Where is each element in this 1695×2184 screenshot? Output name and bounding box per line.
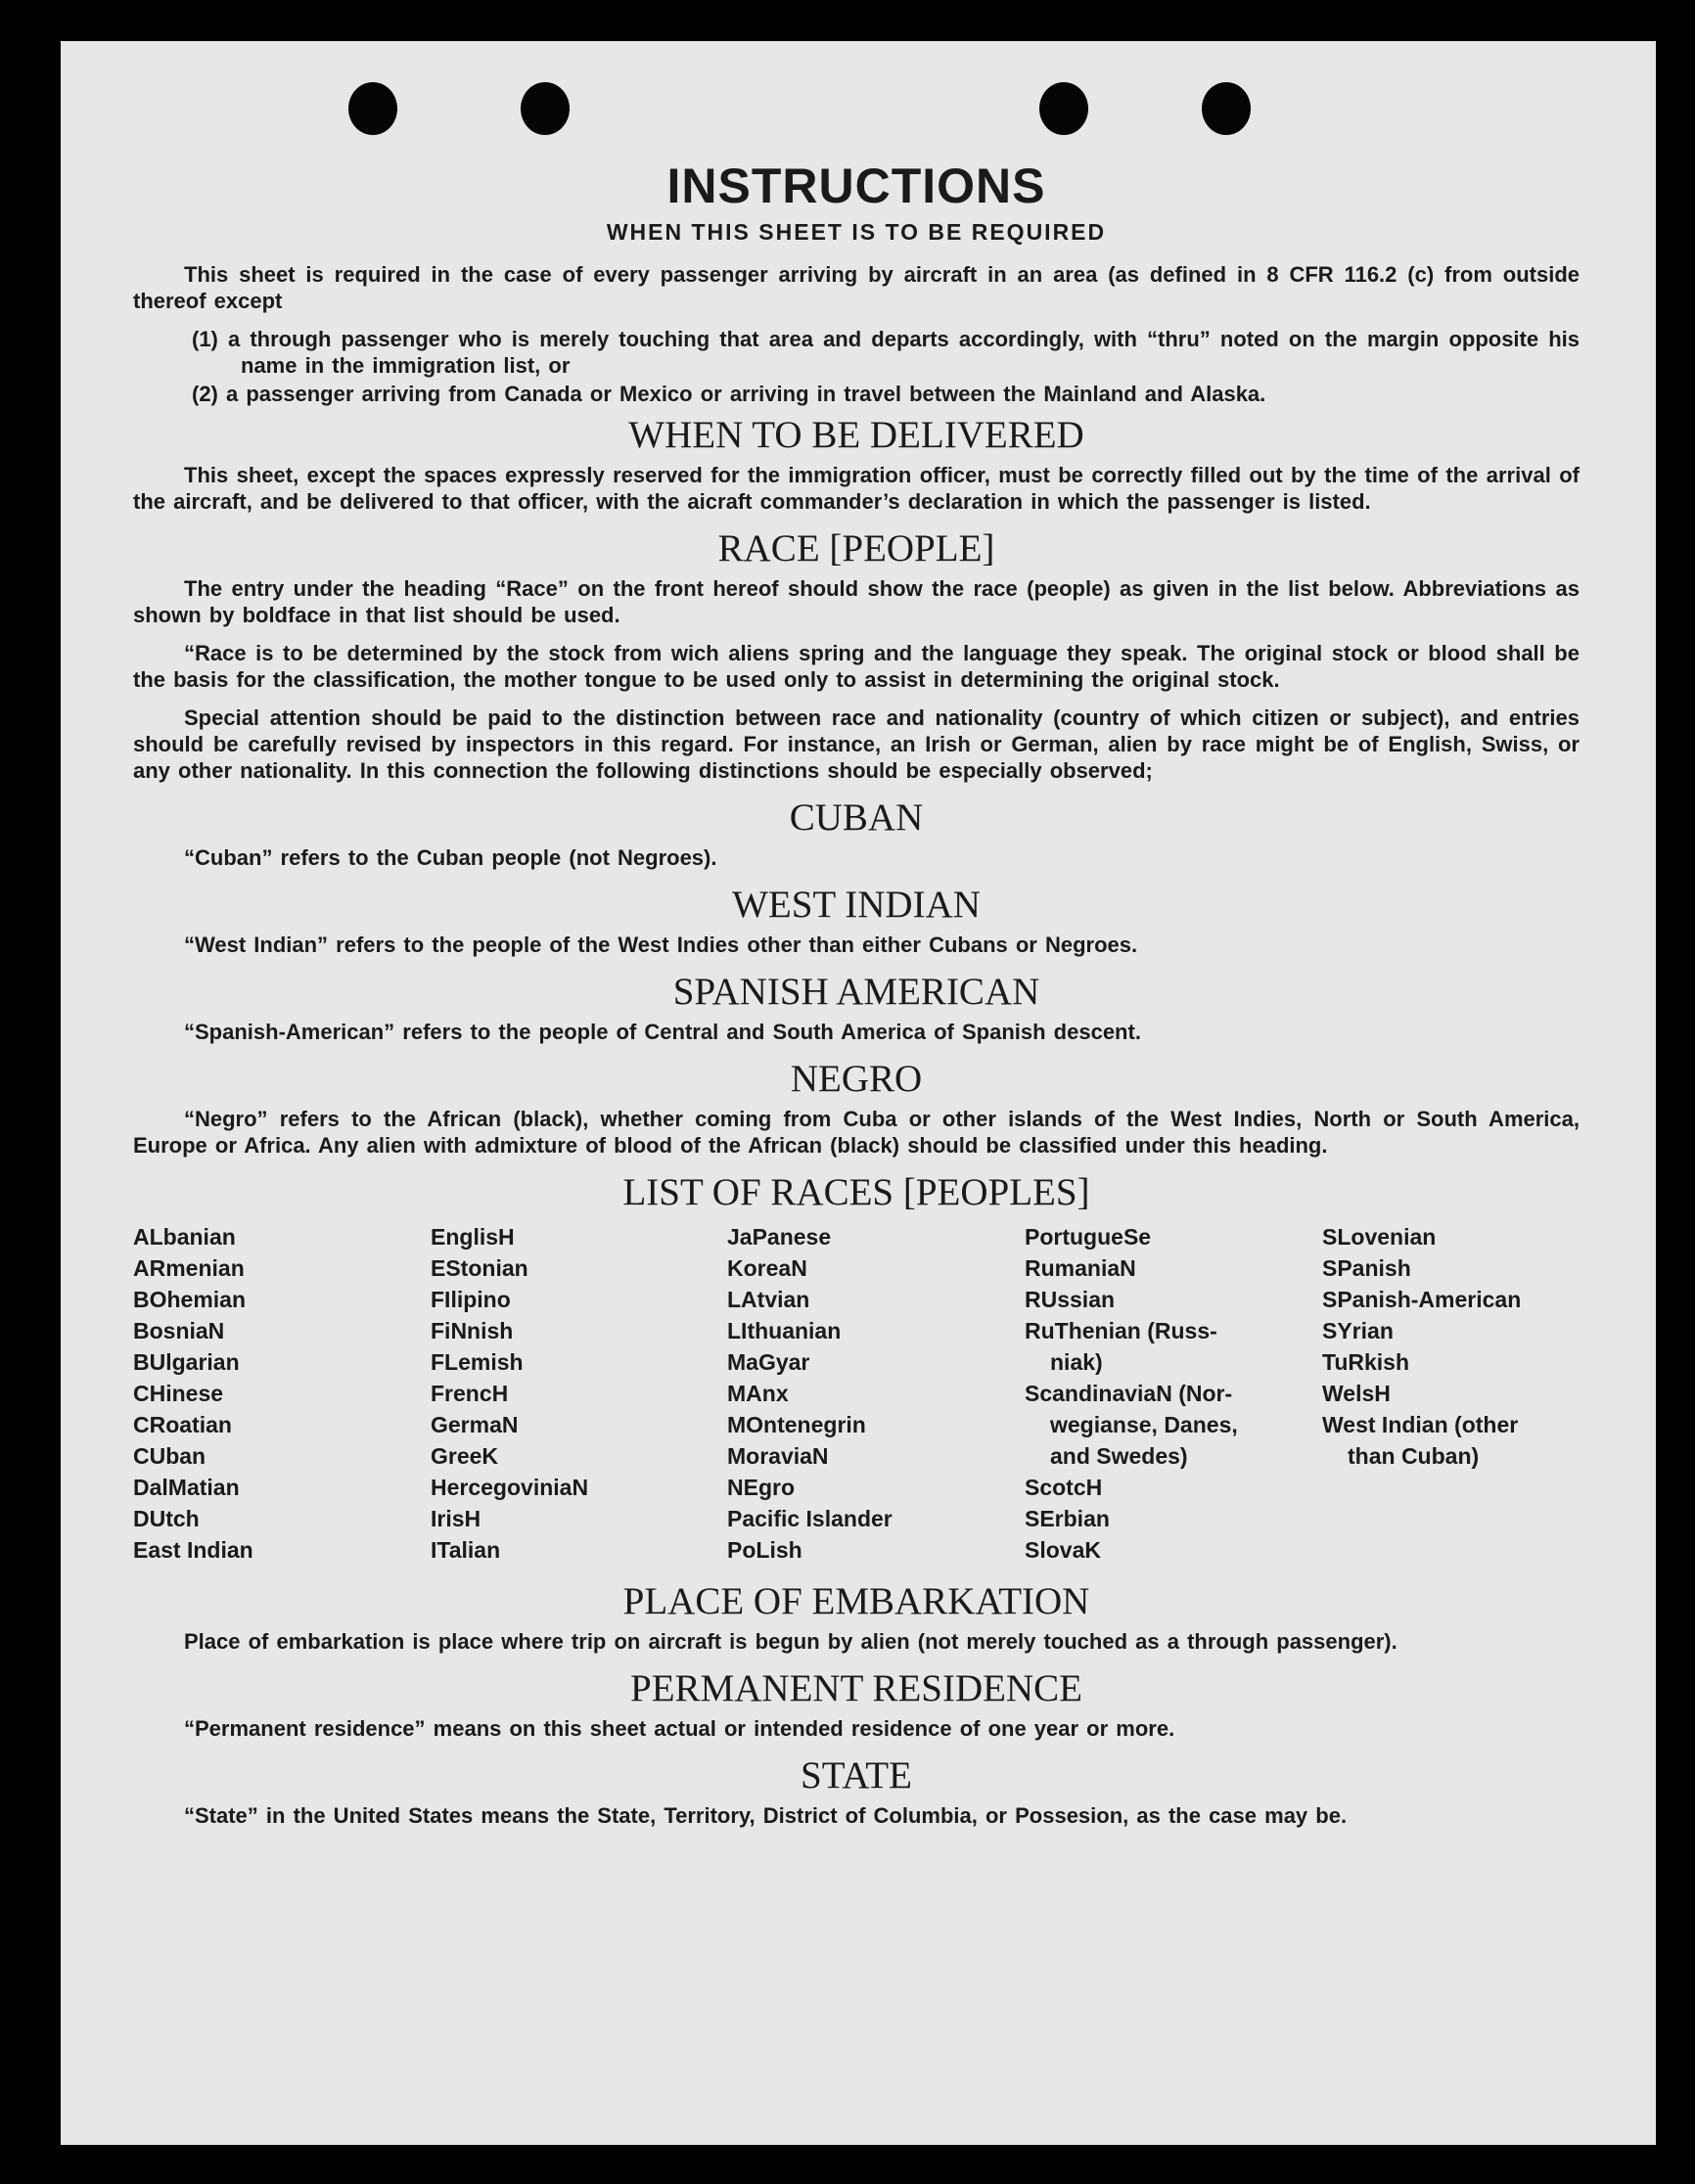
race-item: PoLish [727, 1537, 802, 1563]
race-item: ScandinaviaN (Nor- [1025, 1381, 1233, 1406]
negro-text: “Negro” refers to the African (black), whether coming from Cuba or other islands of the West Indies, North or South America, Europe or Africa. Any alien with admixture of blood of the African (black) should be classified under this heading. [133, 1107, 1580, 1158]
punch-hole [348, 82, 397, 135]
race-item-continuation: niak) [1050, 1349, 1103, 1375]
race-item: SErbian [1025, 1506, 1110, 1531]
punch-hole [1202, 82, 1251, 135]
boldface-word: boldface [242, 603, 332, 627]
exception-item-1: (1) a through passenger who is merely touching that area and departs accordingly, with “thru” noted on the margin opposite his name in the immigration list, or [192, 327, 1580, 378]
race-item: SLovenian [1322, 1224, 1437, 1250]
race-item: DUtch [133, 1506, 200, 1531]
race-item: KoreaN [727, 1255, 807, 1281]
section-heading-state: STATE [801, 1754, 912, 1797]
spanish-american-text: “Spanish-American” refers to the people of Central and South America of Spanish descent. [184, 1020, 1141, 1044]
page-title: INSTRUCTIONS [666, 159, 1046, 213]
races-column-2 [431, 1221, 727, 1566]
race-item: TuRkish [1322, 1349, 1410, 1375]
race-item: PortugueSe [1025, 1224, 1152, 1250]
race-item: ScotcH [1025, 1475, 1103, 1500]
race-item: CHinese [133, 1381, 224, 1406]
race-item: West Indian (other [1322, 1412, 1519, 1437]
requirement-intro: This sheet is required in the case of every passenger arriving by aircraft in an area (as defined in 8 CFR 116.2 (c) from outside thereof except [133, 262, 1580, 313]
race-item: LAtvian [727, 1287, 810, 1312]
section-heading-west-indian: WEST INDIAN [732, 884, 981, 926]
cuban-text: “Cuban” refers to the Cuban people (not Negroes). [184, 845, 717, 870]
race-item: GermaN [431, 1412, 519, 1437]
races-column-3 [727, 1221, 1025, 1566]
race-item-continuation: than Cuban) [1348, 1443, 1480, 1469]
race-item: NEgro [727, 1475, 795, 1500]
race-item: RUssian [1025, 1287, 1116, 1312]
exception-item-2: (2) a passenger arriving from Canada or Mexico or arriving in travel between the Mainland and Alaska. [192, 382, 1266, 406]
race-item: LIthuanian [727, 1318, 842, 1343]
section-heading-races: LIST OF RACES [PEOPLES] [622, 1171, 1090, 1213]
race-paragraph-2: “Race is to be determined by the stock from wich aliens spring and the language they speak. The original stock or blood shall be the basis for the classification, the mother tongue to be used only to assist in determining the original stock. [133, 641, 1580, 692]
embarkation-text: Place of embarkation is place where trip on aircraft is begun by alien (not merely touched as a through passenger). [184, 1629, 1397, 1654]
punch-hole [1039, 82, 1088, 135]
race-item: BosniaN [133, 1318, 225, 1343]
race-item: JaPanese [727, 1224, 832, 1250]
race-item: RuThenian (Russ- [1025, 1318, 1217, 1343]
residence-text: “Permanent residence” means on this sheet actual or intended residence of one year or more. [184, 1716, 1175, 1741]
race-item: BUlgarian [133, 1349, 240, 1375]
race-item: East Indian [133, 1537, 253, 1563]
race-item: MaGyar [727, 1349, 810, 1375]
section-heading-spanish-american: SPANISH AMERICAN [672, 971, 1040, 1013]
race-item: FLemish [431, 1349, 524, 1375]
delivered-text: This sheet, except the spaces expressly reserved for the immigration officer, must be correctly filled out by the time of the arrival of the aircraft, and be delivered to that officer, with the aicraft commander’s declaration in which the passenger is listed. [133, 463, 1580, 514]
race-item-continuation: wegianse, Danes, [1050, 1412, 1238, 1437]
race-item: Pacific Islander [727, 1506, 893, 1531]
race-item: CUban [133, 1443, 206, 1469]
race-item: IrisH [431, 1506, 481, 1531]
section-heading-residence: PERMANENT RESIDENCE [630, 1667, 1082, 1709]
race-item: ARmenian [133, 1255, 245, 1281]
race-paragraph-3: Special attention should be paid to the distinction between race and nationality (country of which citizen or subject), and entries should be carefully revised by inspectors in this regard. For instance, an Irish or German, alien by race might be of English, Swiss, or any other nationality. In this connection the following distinctions should be especially observed; [133, 705, 1580, 783]
race-item: GreeK [431, 1443, 499, 1469]
west-indian-text: “West Indian” refers to the people of the West Indies other than either Cubans or Negroes. [184, 933, 1138, 957]
race-item: WelsH [1322, 1381, 1391, 1406]
section-heading-cuban: CUBAN [789, 796, 924, 839]
race-item: FIlipino [431, 1287, 511, 1312]
race-item: CRoatian [133, 1412, 232, 1437]
race-item: SlovaK [1025, 1537, 1101, 1563]
race-item: SPanish [1322, 1255, 1411, 1281]
race-item: BOhemian [133, 1287, 247, 1312]
race-item: FrencH [431, 1381, 509, 1406]
race-item: SPanish-American [1322, 1287, 1522, 1312]
race-item: ITalian [431, 1537, 501, 1563]
section-heading-negro: NEGRO [790, 1058, 923, 1100]
punch-hole [521, 82, 570, 135]
section-heading-delivered: WHEN TO BE DELIVERED [628, 414, 1084, 456]
race-item: HercegoviniaN [431, 1475, 589, 1500]
races-column-5 [1322, 1221, 1580, 1566]
race-item: MOntenegrin [727, 1412, 866, 1437]
race-item: RumaniaN [1025, 1255, 1136, 1281]
page-subtitle: WHEN THIS SHEET IS TO BE REQUIRED [606, 219, 1107, 245]
race-item: MoraviaN [727, 1443, 829, 1469]
race-item: DalMatian [133, 1475, 240, 1500]
section-heading-embarkation: PLACE OF EMBARKATION [622, 1580, 1090, 1622]
section-heading-race: RACE [PEOPLE] [717, 527, 995, 569]
race-item: ALbanian [133, 1224, 236, 1250]
race-item: FiNnish [431, 1318, 514, 1343]
race-item-continuation: and Swedes) [1050, 1443, 1188, 1469]
race-item: EStonian [431, 1255, 528, 1281]
race-item: EnglisH [431, 1224, 515, 1250]
races-column-4 [1025, 1221, 1322, 1566]
races-list [133, 1221, 1580, 1566]
state-text: “State” in the United States means the State, Territory, District of Columbia, or Possesion, as the case may be. [184, 1803, 1348, 1828]
race-item: SYrian [1322, 1318, 1394, 1343]
document-body [133, 159, 1580, 1841]
races-column-1 [133, 1221, 431, 1566]
race-paragraph-1: The entry under the heading “Race” on the front hereof should show the race (people) as given in the list below. Abbreviations as shown by boldface in that list should be used. [133, 576, 1580, 627]
race-item: MAnx [727, 1381, 789, 1406]
document-page [61, 41, 1656, 2145]
